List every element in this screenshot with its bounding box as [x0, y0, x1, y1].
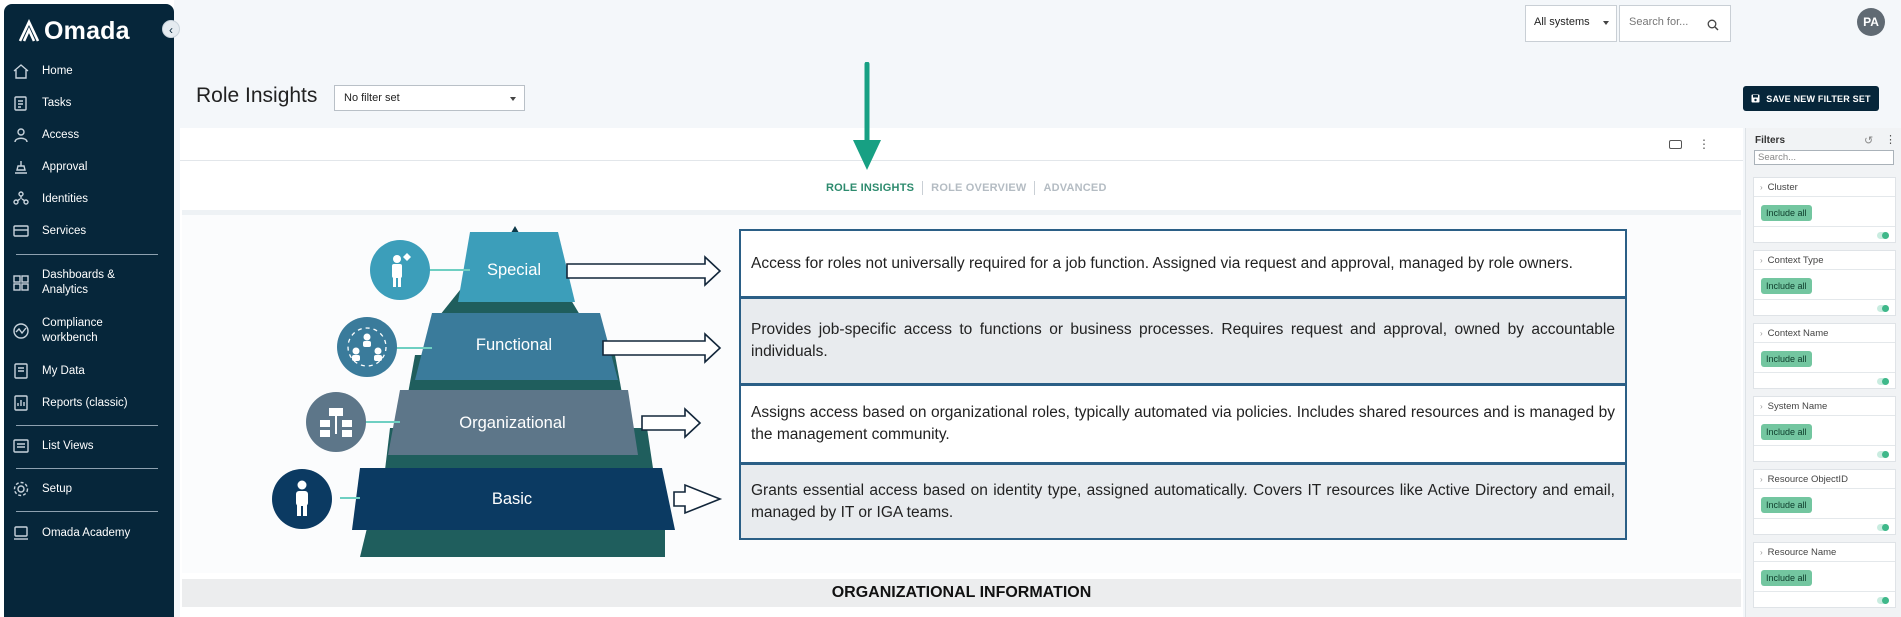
- filter-toggle[interactable]: [1877, 524, 1889, 531]
- include-all-badge[interactable]: Include all: [1761, 497, 1812, 513]
- sidebar-item-reports[interactable]: [12, 394, 162, 412]
- description-basic: [739, 463, 1627, 540]
- sidebar-item-approval[interactable]: [12, 158, 162, 176]
- section-title: ORGANIZATIONAL INFORMATION: [831, 584, 1092, 601]
- include-all-badge[interactable]: Include all: [1761, 351, 1812, 367]
- sidebar-divider: [16, 425, 158, 426]
- filter-card-context-name[interactable]: [1753, 323, 1896, 389]
- page-title: Role Insights: [196, 84, 318, 107]
- sidebar-item-label: Dashboards & Analytics: [42, 269, 115, 296]
- sidebar-item-label: Identities: [42, 193, 89, 205]
- sidebar-item-label: Compliance workbench: [42, 317, 103, 344]
- filters-title: Filters: [1755, 135, 1786, 146]
- sidebar-item-label: Reports (classic): [42, 397, 128, 409]
- reports-icon: [12, 394, 30, 412]
- sidebar-item-label: Services: [42, 225, 87, 237]
- annotation-arrow-icon: [852, 62, 882, 172]
- arrow-organizational-icon: [642, 409, 700, 437]
- filter-card-cluster[interactable]: [1753, 177, 1896, 243]
- sidebar-item-label: Approval: [42, 161, 88, 173]
- pyramid-label-special: Special: [486, 261, 542, 279]
- filter-card-resource-name[interactable]: [1753, 542, 1896, 608]
- sidebar-item-identities[interactable]: [12, 190, 162, 208]
- include-all-badge[interactable]: Include all: [1761, 205, 1812, 221]
- arrow-basic-icon: [674, 485, 720, 513]
- include-all-badge[interactable]: Include all: [1761, 570, 1812, 586]
- gear-icon: [12, 480, 30, 498]
- approval-icon: [12, 158, 30, 176]
- filter-set-value: No filter set: [344, 92, 400, 104]
- filter-toggle[interactable]: [1877, 378, 1889, 385]
- chevron-down-icon: [1603, 21, 1609, 25]
- save-icon: [1751, 94, 1760, 103]
- sidebar-item-home[interactable]: [12, 62, 162, 80]
- home-icon: [12, 62, 30, 80]
- include-all-badge[interactable]: Include all: [1761, 278, 1812, 294]
- sidebar-item-list-views[interactable]: [12, 437, 162, 455]
- sidebar-item-label: Access: [42, 129, 80, 141]
- filter-toggle[interactable]: [1877, 597, 1889, 604]
- omada-logo[interactable]: [18, 14, 130, 48]
- pyramid-label-functional: Functional: [475, 336, 553, 354]
- chevron-right-icon: ›: [1760, 475, 1763, 484]
- academy-icon: [12, 524, 30, 542]
- filter-card-label: Resource Name: [1767, 547, 1837, 558]
- my-data-icon: [12, 362, 30, 380]
- tab-role-overview[interactable]: ROLE OVERVIEW: [931, 182, 1027, 194]
- sidebar-item-compliance[interactable]: [12, 316, 162, 346]
- filter-card-label: System Name: [1767, 401, 1828, 412]
- description-functional: [739, 297, 1627, 385]
- tasks-icon: [12, 94, 30, 112]
- filter-toggle[interactable]: [1877, 305, 1889, 312]
- chevron-right-icon: ›: [1760, 329, 1763, 338]
- description-text: Grants essential access based on identity type, assigned automatically. Covers IT resources like Active Directory and email, managed by IT or IGA teams.: [751, 481, 1615, 521]
- reset-icon[interactable]: ↺: [1864, 135, 1874, 147]
- filters-search-input[interactable]: Search...: [1754, 150, 1894, 165]
- save-button-label: SAVE NEW FILTER SET: [1766, 93, 1871, 104]
- panel-divider: [180, 160, 1743, 161]
- arrow-special-icon: [567, 257, 720, 285]
- app-name: Omada: [44, 16, 130, 45]
- filter-toggle[interactable]: [1877, 232, 1889, 239]
- sidebar-divider: [16, 468, 158, 469]
- description-text: Assigns access based on organizational roles, typically automated via policies. Includes shared resources and is managed by the management community.: [751, 404, 1615, 443]
- filter-card-resource-objectid[interactable]: [1753, 469, 1896, 535]
- services-icon: [12, 222, 30, 240]
- system-select-value: All systems: [1534, 16, 1590, 28]
- sidebar-item-my-data[interactable]: [12, 362, 162, 380]
- sidebar-item-label: Tasks: [42, 97, 72, 109]
- filter-card-label: Cluster: [1767, 182, 1798, 193]
- chevron-down-icon: [510, 97, 516, 101]
- more-vertical-icon[interactable]: ⋮: [1698, 137, 1710, 151]
- omada-logo-icon: [18, 19, 40, 43]
- sidebar-collapse-button[interactable]: ‹: [162, 20, 180, 38]
- chevron-right-icon: ›: [1760, 183, 1763, 192]
- filter-card-label: Context Name: [1767, 328, 1829, 339]
- global-search-input[interactable]: [1619, 5, 1731, 42]
- save-new-filter-set-button[interactable]: [1743, 86, 1879, 111]
- description-text: Provides job-specific access to functions or business processes. Requires request and approval, owned by accountable individuals.: [751, 321, 1615, 360]
- search-placeholder: Search for...: [1629, 16, 1689, 28]
- filter-set-select[interactable]: [334, 85, 525, 111]
- filter-card-label: Resource ObjectID: [1767, 474, 1848, 485]
- access-icon: [12, 126, 30, 144]
- filter-card-label: Context Type: [1767, 255, 1824, 266]
- sidebar-divider: [16, 511, 158, 512]
- sidebar-item-label: Home: [42, 65, 73, 77]
- filter-card-system-name[interactable]: [1753, 396, 1896, 462]
- system-select[interactable]: [1525, 5, 1617, 42]
- description-special: [739, 229, 1627, 298]
- arrow-functional-icon: [603, 334, 720, 362]
- chevron-right-icon: ›: [1760, 256, 1763, 265]
- sidebar-item-label: List Views: [42, 440, 94, 452]
- description-text: Access for roles not universally required for a job function. Assigned via request and approval, managed by role owners.: [751, 254, 1573, 272]
- user-avatar[interactable]: PA: [1857, 8, 1885, 36]
- more-vertical-icon[interactable]: ⋮: [1885, 134, 1896, 146]
- identities-icon: [12, 190, 30, 208]
- filter-card-context-type[interactable]: [1753, 250, 1896, 316]
- pyramid-label-organizational: Organizational: [459, 414, 566, 432]
- chevron-right-icon: ›: [1760, 548, 1763, 557]
- tab-bar: [826, 181, 1115, 195]
- sidebar-item-label: My Data: [42, 365, 85, 377]
- sidebar-item-tasks[interactable]: [12, 94, 162, 112]
- sidebar-item-access[interactable]: [12, 126, 162, 144]
- sidebar-divider: [16, 254, 158, 255]
- chevron-right-icon: ›: [1760, 402, 1763, 411]
- sidebar-item-academy[interactable]: [12, 524, 162, 542]
- description-organizational: [739, 384, 1627, 464]
- compliance-icon: [12, 322, 30, 340]
- pyramid-label-basic: Basic: [491, 490, 533, 508]
- tab-advanced[interactable]: ADVANCED: [1043, 182, 1107, 194]
- filter-toggle[interactable]: [1877, 451, 1889, 458]
- keyboard-icon[interactable]: [1669, 140, 1682, 149]
- include-all-badge[interactable]: Include all: [1761, 424, 1812, 440]
- dashboards-icon: [12, 274, 30, 292]
- search-icon: [1707, 19, 1719, 31]
- sidebar-item-label: Setup: [42, 483, 73, 495]
- sidebar-item-setup[interactable]: [12, 480, 162, 498]
- tab-role-insights[interactable]: ROLE INSIGHTS: [826, 182, 915, 194]
- list-views-icon: [12, 437, 30, 455]
- sidebar-item-dashboards[interactable]: [12, 268, 162, 298]
- sidebar-item-label: Omada Academy: [42, 527, 131, 539]
- sidebar-item-services[interactable]: [12, 222, 162, 240]
